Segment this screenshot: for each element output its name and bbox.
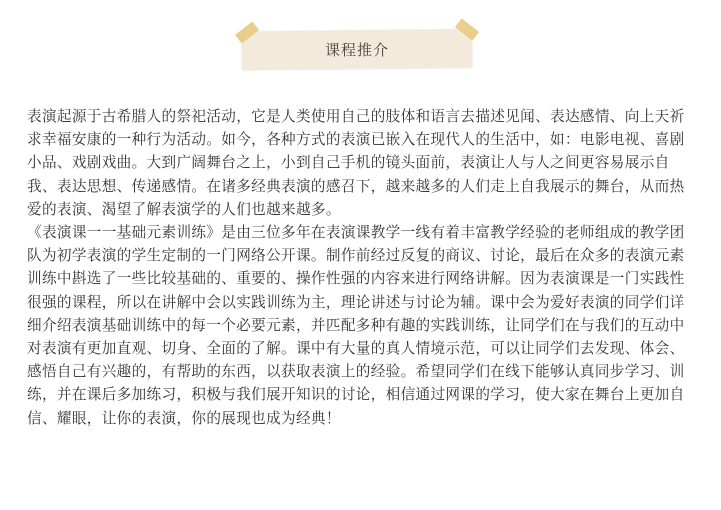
- course-description: [27, 105, 699, 430]
- section-header: [238, 22, 476, 70]
- paragraph-course: 《表演课一一基础元素训练》是由三位多年在表演课教学一线有着丰富教学经验的老师组成的教学团队为初学表演的学生定制的一门网络公开课。制作前经过反复的商议、讨论，最后在众多的表演元素训练中斟选了一些比较基础的、重要的、操作性强的内容来进行网络讲解。因为表演课是一门实践性很强的课程，所以在讲解中会以实践训练为主，理论讲述与讨论为辅。课中会为爱好表演的同学们详细介绍表演基础训练中的每一个必要元素，并匹配多种有趣的实践训练，让同学们在与我们的互动中对表演有更加直观、切身、全面的了解。课中有大量的真人情境示范，可以让同学们去发现、体会、感悟自己有兴趣的，有帮助的东西，以获取表演上的经验。希望同学们在线下能够认真同步学习、训练，并在课后多加练习，积极与我们展开知识的讨论，相信通过网课的学习，使大家在舞台上更加自信、耀眼，让你的表演，你的展现也成为经典！: [27, 224, 685, 427]
- section-title: 课程推介: [324, 41, 389, 59]
- paragraph-intro: 表演起源于古希腊人的祭祀活动，它是人类使用自己的肢体和语言去描述见闻、表达感情、向上天祈求幸福安康的一种行为活动。如今，各种方式的表演已嵌入在现代人的生活中，如：电影电视、喜剧小品、戏剧戏曲。大到广阔舞台之上，小到自己手机的镜头面前，表演让人与人之间更容易展示自我、表达思想、传递感情。在诸多经典表演的感召下，越来越多的人们走上自我展示的舞台，从而热爱的表演、渴望了解表演学的人们也越来越多。: [27, 108, 685, 218]
